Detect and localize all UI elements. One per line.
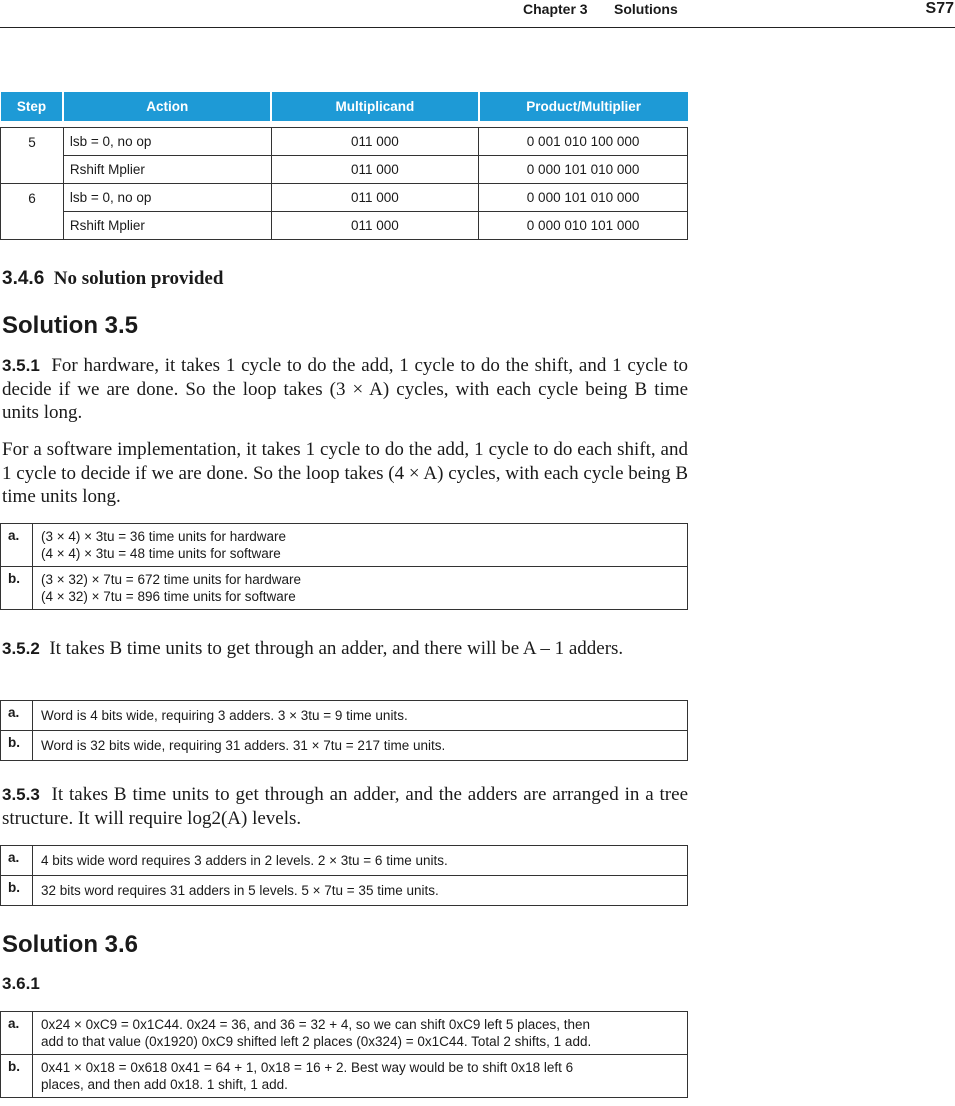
answer-cell bbox=[33, 524, 688, 567]
answer-table-3-6-1 bbox=[0, 1011, 688, 1098]
answer-table-3-5-2 bbox=[0, 700, 688, 761]
action-cell: Rshift Mplier bbox=[63, 156, 271, 184]
answer-table-3-5-3 bbox=[0, 845, 688, 906]
paragraph-text: For hardware, it takes 1 cycle to do the add, 1 cycle to do the shift, and 1 cycle to decide if we are done. So the loop takes (3 × A) cycles, with each cycle being B time units long. bbox=[2, 355, 689, 423]
answer-cell bbox=[33, 567, 688, 610]
action-cell: lsb = 0, no op bbox=[63, 184, 271, 212]
table-row bbox=[1, 1055, 688, 1098]
paragraph-text: It takes B time units to get through an adder, and the adders are arranged in a tree structure. It will require log2(A) levels. bbox=[2, 784, 688, 829]
answer-cell bbox=[33, 1012, 688, 1055]
table-row bbox=[1, 212, 688, 240]
answer-line: (3 × 4) × 3tu = 36 time units for hardware bbox=[41, 529, 287, 544]
table-row bbox=[1, 184, 688, 212]
paragraph-number: 3.5.1 bbox=[2, 356, 40, 375]
step-cell: 5 bbox=[1, 128, 64, 184]
step-table bbox=[0, 92, 688, 240]
row-label: a. bbox=[1, 846, 33, 876]
multiplicand-cell: 011 000 bbox=[271, 156, 479, 184]
table-row bbox=[1, 701, 688, 731]
action-cell: Rshift Mplier bbox=[63, 212, 271, 240]
step-table-header bbox=[1, 92, 688, 121]
row-label: a. bbox=[1, 701, 33, 731]
answer-line: 0x41 × 0x18 = 0x618 0x41 = 64 + 1, 0x18 = 16 + 2. Best way would be to shift 0x18 left 6 bbox=[41, 1060, 574, 1075]
col-header-product: Product/Multiplier bbox=[479, 92, 688, 121]
paragraph-text: It takes B time units to get through an adder, and there will be A – 1 adders. bbox=[49, 638, 624, 659]
row-label: a. bbox=[1, 524, 33, 567]
subsection-3-4-6 bbox=[2, 268, 223, 290]
row-label: a. bbox=[1, 1012, 33, 1055]
table-row bbox=[1, 876, 688, 906]
answer-line: places, and then add 0x18. 1 shift, 1 add. bbox=[41, 1077, 288, 1092]
subsection-text: No solution provided bbox=[53, 268, 224, 289]
table-row bbox=[1, 731, 688, 761]
answer-cell bbox=[33, 1055, 688, 1098]
paragraph-3-5-2 bbox=[2, 637, 688, 661]
answer-cell: Word is 32 bits wide, requiring 31 adders. 31 × 7tu = 217 time units. bbox=[33, 731, 688, 761]
product-cell: 0 001 010 100 000 bbox=[479, 128, 688, 156]
subsection-3-6-1: 3.6.1 bbox=[2, 974, 40, 993]
paragraph-3-5-1 bbox=[2, 354, 688, 425]
chapter-label: Chapter 3 bbox=[523, 1, 588, 17]
row-label: b. bbox=[1, 876, 33, 906]
row-label: b. bbox=[1, 731, 33, 761]
table-row bbox=[1, 524, 688, 567]
page-header bbox=[0, 0, 955, 28]
answer-cell: 32 bits word requires 31 adders in 5 levels. 5 × 7tu = 35 time units. bbox=[33, 876, 688, 906]
paragraph-3-5-1-software: For a software implementation, it takes 1 cycle to do the add, 1 cycle to do each shift, and 1 cycle to decide if we are done. So the loop takes (4 × A) cycles, with each cycle being B time units long. bbox=[2, 439, 688, 507]
table-row bbox=[1, 128, 688, 156]
paragraph-number: 3.5.2 bbox=[2, 639, 40, 658]
row-label: b. bbox=[1, 1055, 33, 1098]
page-number: S77 bbox=[925, 0, 954, 17]
row-label: b. bbox=[1, 567, 33, 610]
paragraph-3-5-3 bbox=[2, 783, 688, 830]
solution-3-5-heading: Solution 3.5 bbox=[2, 312, 139, 339]
answer-line: (4 × 32) × 7tu = 896 time units for software bbox=[41, 589, 296, 604]
subsection-number: 3.4.6 bbox=[2, 268, 45, 289]
col-header-action: Action bbox=[63, 92, 271, 121]
multiplicand-cell: 011 000 bbox=[271, 128, 479, 156]
answer-table-3-5-1 bbox=[0, 523, 688, 610]
product-cell: 0 000 101 010 000 bbox=[479, 184, 688, 212]
answer-line: add to that value (0x1920) 0xC9 shifted left 2 places (0x324) = 0x1C44. Total 2 shifts, 1 add. bbox=[41, 1034, 592, 1049]
col-header-multiplicand: Multiplicand bbox=[271, 92, 479, 121]
step-cell: 6 bbox=[1, 184, 64, 240]
answer-line: 0x24 × 0xC9 = 0x1C44. 0x24 = 36, and 36 = 32 + 4, so we can shift 0xC9 left 5 places, then bbox=[41, 1017, 590, 1032]
answer-line: (4 × 4) × 3tu = 48 time units for software bbox=[41, 546, 281, 561]
col-header-step: Step bbox=[1, 92, 64, 121]
table-row bbox=[1, 567, 688, 610]
table-row bbox=[1, 1012, 688, 1055]
multiplicand-cell: 011 000 bbox=[271, 184, 479, 212]
table-row bbox=[1, 156, 688, 184]
section-label: Solutions bbox=[614, 1, 678, 17]
answer-cell: 4 bits wide word requires 3 adders in 2 levels. 2 × 3tu = 6 time units. bbox=[33, 846, 688, 876]
answer-line: (3 × 32) × 7tu = 672 time units for hardware bbox=[41, 572, 302, 587]
answer-cell: Word is 4 bits wide, requiring 3 adders. 3 × 3tu = 9 time units. bbox=[33, 701, 688, 731]
product-cell: 0 000 101 010 000 bbox=[479, 156, 688, 184]
product-cell: 0 000 010 101 000 bbox=[479, 212, 688, 240]
solution-3-6-heading: Solution 3.6 bbox=[2, 931, 139, 958]
action-cell: lsb = 0, no op bbox=[63, 128, 271, 156]
multiplicand-cell: 011 000 bbox=[271, 212, 479, 240]
paragraph-number: 3.5.3 bbox=[2, 785, 40, 804]
table-row bbox=[1, 846, 688, 876]
